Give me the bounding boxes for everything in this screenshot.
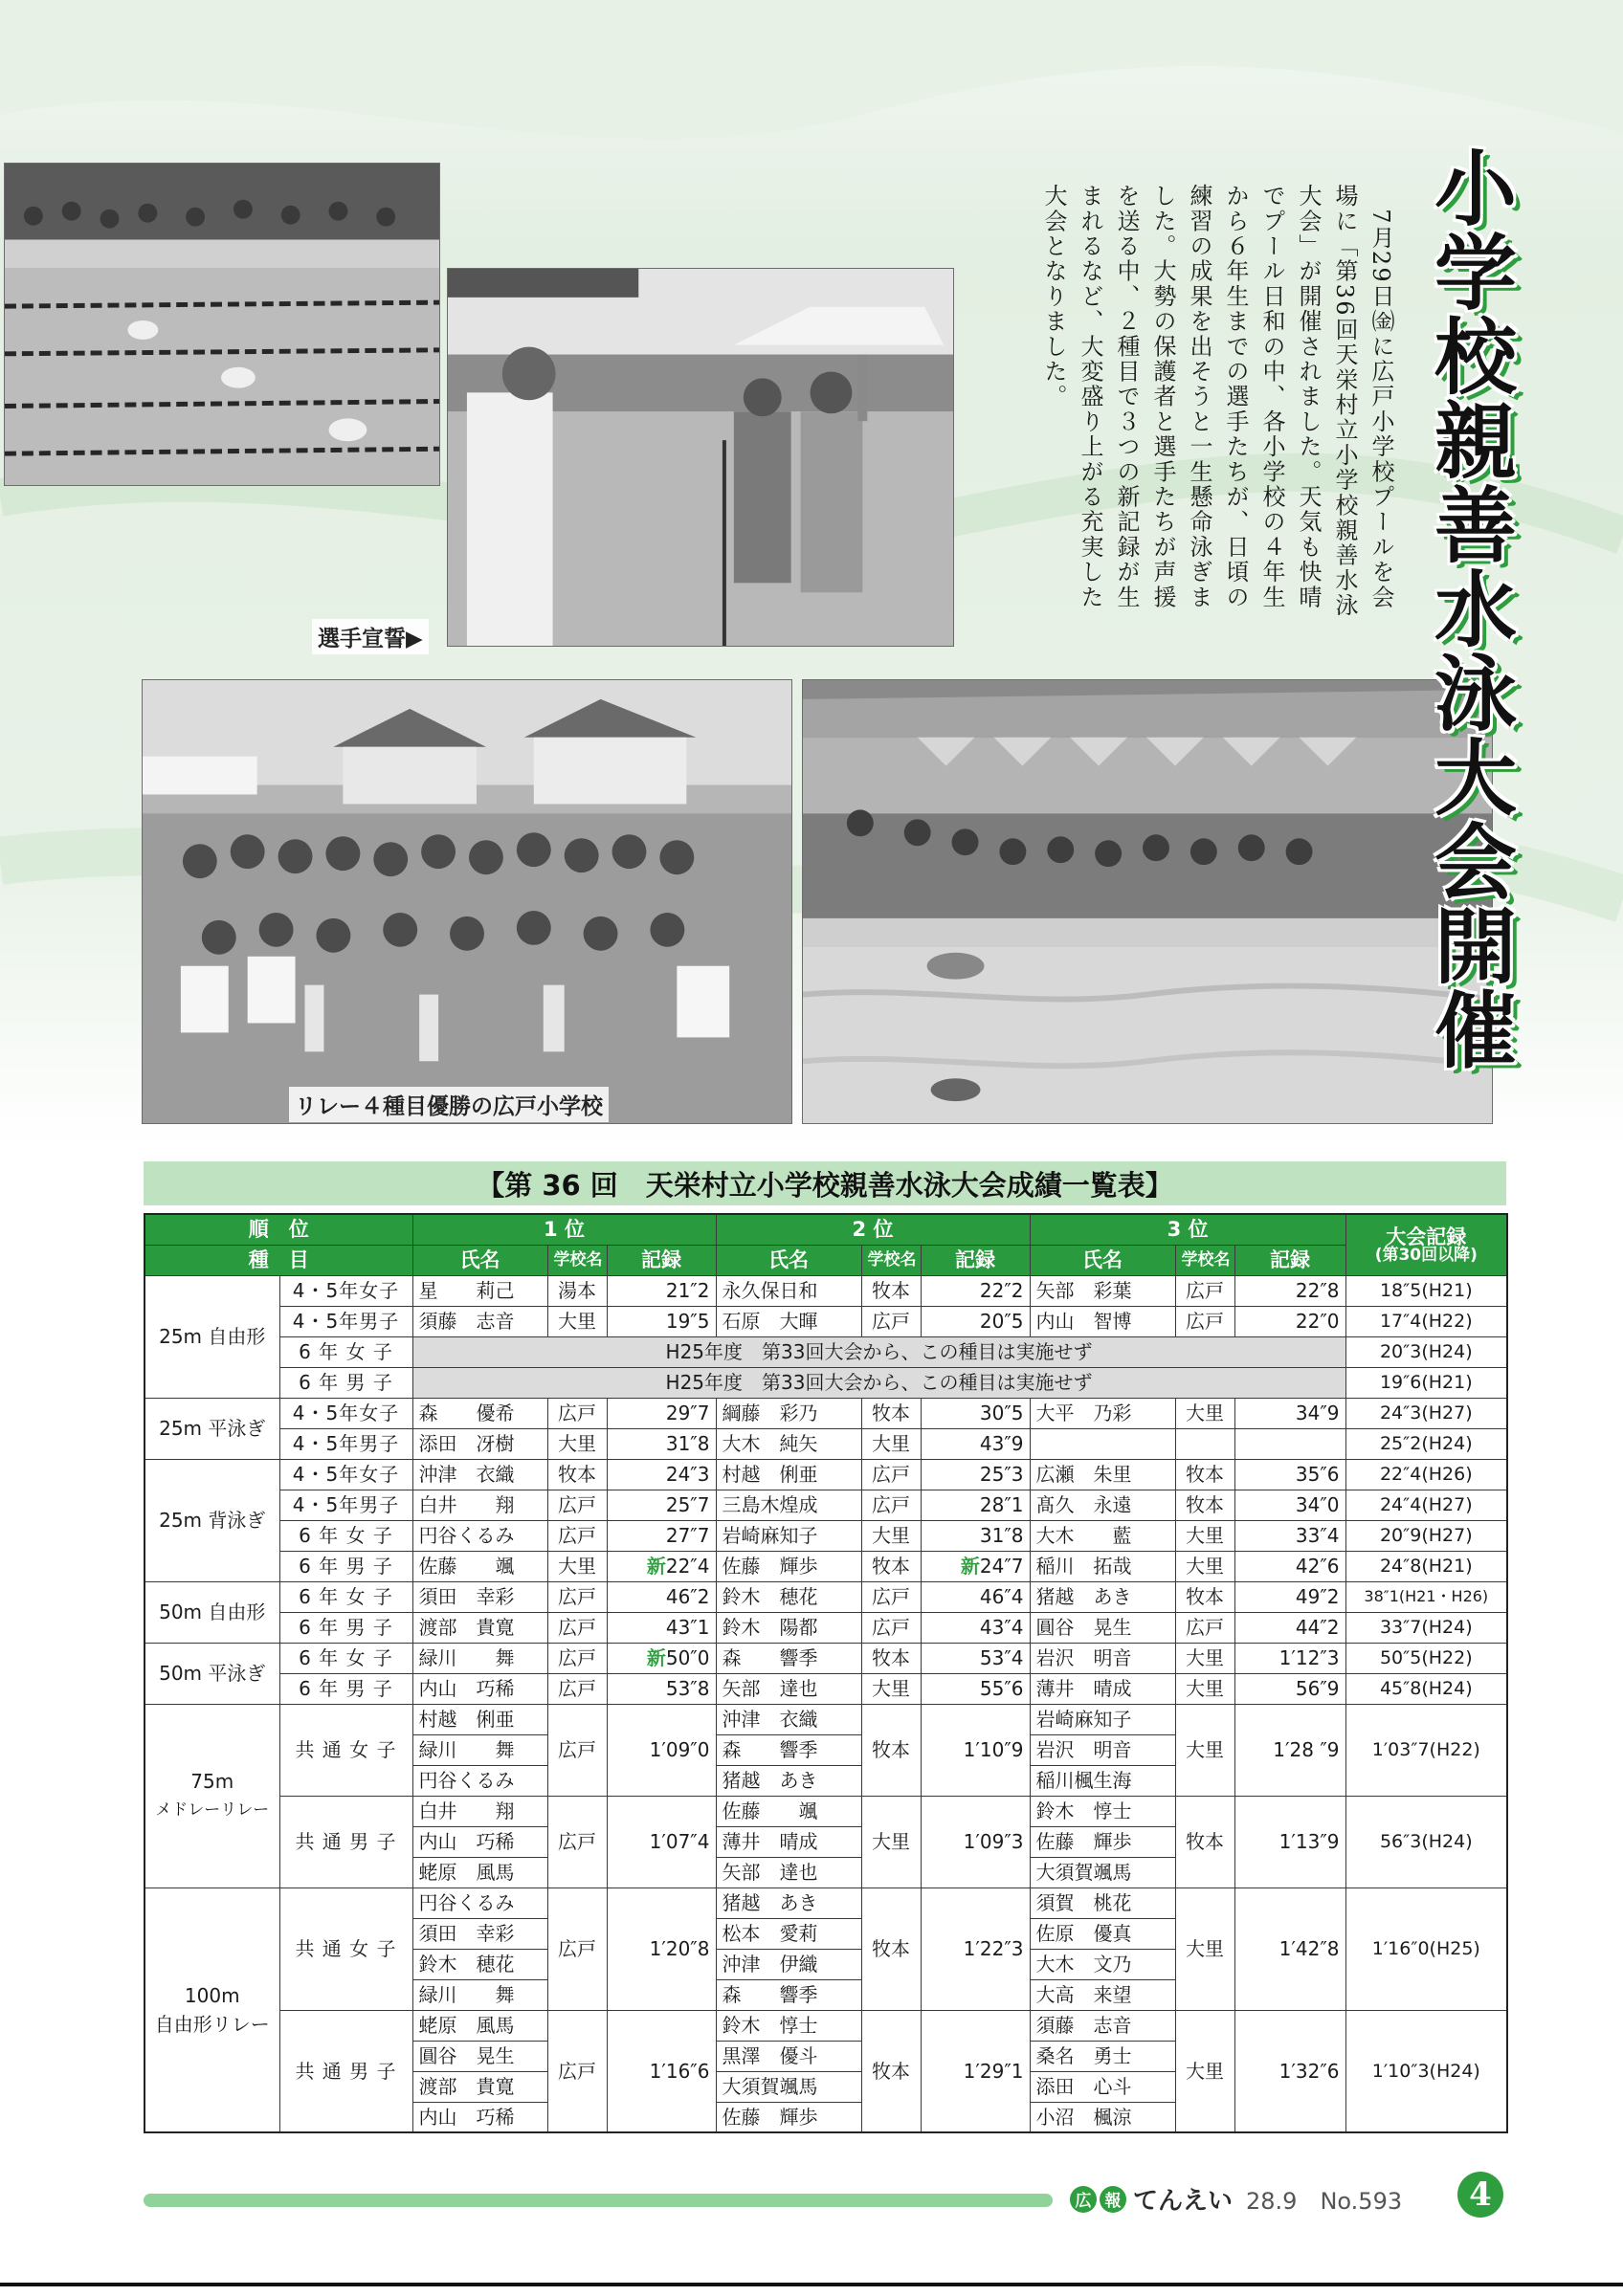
school-cell: 広戸 [1175,1306,1234,1336]
school-cell: 広戸 [861,1459,921,1490]
school-cell [1175,1428,1234,1459]
table-row [145,1796,1507,1826]
name-cell: 矢部 達也 [716,1857,861,1888]
name-cell: 鈴木 惇士 [1030,1796,1175,1826]
name-cell: 鈴木 惇士 [716,2010,861,2041]
school-cell: 広戸 [547,1888,607,2010]
header-row-fields [145,1245,1507,1275]
name-cell: 渡部 貴寛 [412,1612,547,1643]
table-row [145,1888,1507,1918]
school-cell: 広戸 [547,1673,607,1704]
time-cell: 1′13″9 [1234,1796,1345,1888]
time-cell: 46″2 [607,1581,716,1612]
time-cell: 43″9 [921,1428,1030,1459]
category-cell: 4・5年女子 [279,1398,412,1428]
school-cell: 広戸 [547,1581,607,1612]
header-rank: 順 位 [145,1214,412,1245]
school-cell: 牧本 [861,1643,921,1673]
name-cell: 大高 来望 [1030,1979,1175,2010]
time-cell [607,1643,716,1673]
time-cell: 1′20″8 [607,1888,716,2010]
name-cell: 緑川 舞 [412,1979,547,2010]
name-cell: 稲川楓生海 [1030,1765,1175,1796]
name-cell: 森 響季 [716,1979,861,2010]
record-cell: 33″7(H24) [1345,1612,1507,1643]
magazine-footer [1070,2181,1423,2217]
name-cell: 添田 冴樹 [412,1428,547,1459]
name-cell: 内山 巧稀 [412,1673,547,1704]
name-cell: 永久保日和 [716,1275,861,1306]
time-cell: 25″7 [607,1490,716,1520]
category-cell: 共 通 男 子 [279,1796,412,1888]
name-cell: 大木 藍 [1030,1520,1175,1551]
school-cell: 広戸 [861,1490,921,1520]
header-first: 1 位 [412,1214,716,1245]
category-cell: 4・5年男子 [279,1306,412,1336]
category-cell: 6 年 女 子 [279,1581,412,1612]
category-cell: 共 通 女 子 [279,1888,412,2010]
school-cell: 牧本 [1175,1459,1234,1490]
category-cell: 共 通 女 子 [279,1704,412,1796]
name-cell: 猪越 あき [716,1765,861,1796]
time-cell: 1′29″1 [921,2010,1030,2132]
school-cell: 広戸 [861,1581,921,1612]
name-cell: 蛯原 風馬 [412,1857,547,1888]
table-row [145,1673,1507,1704]
record-cell: 22″4(H26) [1345,1459,1507,1490]
school-cell: 牧本 [861,1704,921,1796]
name-cell: 佐藤 輝歩 [716,2102,861,2132]
time-cell: 1′10″9 [921,1704,1030,1796]
header-school: 学校名 [547,1245,607,1275]
school-cell: 広戸 [1175,1612,1234,1643]
footer-bar [144,2194,1053,2207]
time-cell: 22″2 [921,1275,1030,1306]
event-cell [145,1704,279,1888]
event-cell: 25m 自由形 [145,1275,279,1398]
time-cell [607,1551,716,1581]
name-cell: 薄井 晴成 [1030,1673,1175,1704]
magazine-logo-char-1: 広 [1070,2186,1097,2213]
time-cell: 22″8 [1234,1275,1345,1306]
table-row [145,2010,1507,2041]
name-cell: 沖津 衣織 [716,1704,861,1734]
record-cell: 45″8(H24) [1345,1673,1507,1704]
name-cell: 石原 大暉 [716,1306,861,1336]
time-cell: 19″5 [607,1306,716,1336]
photo-swimmers [4,163,440,486]
new-record-mark: 新 [646,1646,666,1669]
school-cell: 広戸 [547,1520,607,1551]
record-cell: 1′10″3(H24) [1345,2010,1507,2132]
caption-athlete-oath: 選手宣誓▶ [312,619,429,654]
name-cell: 岩沢 明音 [1030,1643,1175,1673]
name-cell: 佐藤 輝歩 [1030,1826,1175,1857]
record-cell: 25″2(H24) [1345,1428,1507,1459]
name-cell: 岩沢 明音 [1030,1734,1175,1765]
school-cell: 広戸 [547,1490,607,1520]
name-cell: 岩崎麻知子 [1030,1704,1175,1734]
school-cell: 広戸 [1175,1275,1234,1306]
time-cell: 53″8 [607,1673,716,1704]
event-cell [145,1888,279,2132]
time-cell: 25″3 [921,1459,1030,1490]
category-cell: 6 年 女 子 [279,1520,412,1551]
name-cell: 髙久 永遠 [1030,1490,1175,1520]
school-cell: 大里 [1175,1551,1234,1581]
school-cell: 牧本 [861,1275,921,1306]
caption-relay-winners: リレー４種目優勝の広戸小学校 [289,1087,609,1122]
name-cell: 円谷くるみ [412,1520,547,1551]
record-cell: 17″4(H22) [1345,1306,1507,1336]
name-cell: 沖津 伊織 [716,1949,861,1979]
time-cell: 29″7 [607,1398,716,1428]
time-cell: 46″4 [921,1581,1030,1612]
record-cell: 24″3(H27) [1345,1398,1507,1428]
name-cell: 三島木煌成 [716,1490,861,1520]
category-cell: 4・5年女子 [279,1275,412,1306]
school-cell: 大里 [861,1796,921,1888]
name-cell: 内山 巧稀 [412,1826,547,1857]
time-cell [1234,1428,1345,1459]
name-cell: 圓谷 晃生 [412,2041,547,2071]
record-cell: 20″3(H24) [1345,1336,1507,1367]
header-name: 氏名 [412,1245,547,1275]
header-time: 記録 [1234,1245,1345,1275]
record-cell: 19″6(H21) [1345,1367,1507,1398]
name-cell: 桑名 勇士 [1030,2041,1175,2071]
issue-number: 28.9 No.593 [1246,2188,1403,2215]
name-cell: 須田 幸彩 [412,1918,547,1949]
new-record-mark: 新 [646,1555,666,1578]
name-cell: 佐藤 輝歩 [716,1551,861,1581]
event-label-b: メドレーリレー [155,1800,270,1820]
record-cell: 20″9(H27) [1345,1520,1507,1551]
time-cell: 24″3 [607,1459,716,1490]
school-cell: 大里 [1175,1673,1234,1704]
header-school: 学校名 [861,1245,921,1275]
name-cell: 森 響季 [716,1734,861,1765]
record-cell: 50″5(H22) [1345,1643,1507,1673]
school-cell: 広戸 [547,1643,607,1673]
school-cell: 広戸 [547,1796,607,1888]
record-cell: 24″4(H27) [1345,1490,1507,1520]
name-cell: 大木 純矢 [716,1428,861,1459]
name-cell: 矢部 達也 [716,1673,861,1704]
record-cell: 18″5(H21) [1345,1275,1507,1306]
name-cell: 佐藤 颯 [716,1796,861,1826]
school-cell: 広戸 [547,1398,607,1428]
time-cell: 1′42″8 [1234,1888,1345,2010]
category-cell: 6 年 男 子 [279,1551,412,1581]
school-cell: 牧本 [861,2010,921,2132]
name-cell: 須田 幸彩 [412,1581,547,1612]
time-cell: 1′22″3 [921,1888,1030,2010]
header-meet-record-b: (第30回以降) [1374,1245,1478,1265]
time-value: 24″7 [979,1555,1024,1578]
table-row [145,1490,1507,1520]
table-row [145,1551,1507,1581]
time-cell: 35″6 [1234,1459,1345,1490]
category-cell: 4・5年男子 [279,1490,412,1520]
event-label-a: 100m [184,1983,240,2007]
magazine-logo-char-2: 報 [1100,2186,1126,2213]
name-cell: 鈴木 穂花 [716,1581,861,1612]
record-cell: 1′16″0(H25) [1345,1888,1507,2010]
time-cell: 44″2 [1234,1612,1345,1643]
name-cell: 鈴木 穂花 [412,1949,547,1979]
name-cell: 須賀 桃花 [1030,1888,1175,1918]
table-row [145,1398,1507,1428]
name-cell: 松本 愛莉 [716,1918,861,1949]
name-cell: 添田 心斗 [1030,2071,1175,2102]
time-cell: 31″8 [921,1520,1030,1551]
school-cell: 牧本 [1175,1796,1234,1888]
time-cell: 1′12″3 [1234,1643,1345,1673]
school-cell: 大里 [1175,1643,1234,1673]
school-cell: 大里 [1175,1520,1234,1551]
time-cell: 33″4 [1234,1520,1345,1551]
school-cell: 牧本 [1175,1490,1234,1520]
name-cell: 猪越 あき [1030,1581,1175,1612]
name-cell [1030,1428,1175,1459]
results-table [144,1213,1508,2133]
name-cell: 須藤 志音 [1030,2010,1175,2041]
event-label-b: 自由形リレー [154,2012,270,2036]
time-cell: 53″4 [921,1643,1030,1673]
name-cell: 猪越 あき [716,1888,861,1918]
table-row [145,1704,1507,1734]
header-time: 記録 [607,1245,716,1275]
name-cell: 円谷くるみ [412,1765,547,1796]
name-cell: 円谷くるみ [412,1888,547,1918]
header-name: 氏名 [1030,1245,1175,1275]
time-value: 22″4 [665,1555,710,1578]
school-cell: 湯本 [547,1275,607,1306]
time-cell: 1′09″3 [921,1796,1030,1888]
name-cell: 緑川 舞 [412,1734,547,1765]
results-table-title: 【第 36 回 天栄村立小学校親善水泳大会成績一覧表】 [144,1161,1506,1205]
time-cell: 30″5 [921,1398,1030,1428]
table-row [145,1275,1507,1306]
time-cell: 21″2 [607,1275,716,1306]
school-cell: 広戸 [547,2010,607,2132]
table-row [145,1428,1507,1459]
article-title: 小学校親善水泳大会開催 [1420,145,1516,1071]
header-time: 記録 [921,1245,1030,1275]
record-cell: 24″8(H21) [1345,1551,1507,1581]
name-cell: 広瀬 朱里 [1030,1459,1175,1490]
table-row [145,1612,1507,1643]
time-cell: 1′16″6 [607,2010,716,2132]
time-cell: 28″1 [921,1490,1030,1520]
time-cell: 56″9 [1234,1673,1345,1704]
school-cell: 牧本 [861,1888,921,2010]
time-cell: 49″2 [1234,1581,1345,1612]
school-cell: 牧本 [861,1551,921,1581]
event-cell: 25m 背泳ぎ [145,1459,279,1581]
header-row-rank [145,1214,1507,1245]
school-cell: 広戸 [547,1704,607,1796]
category-cell: 6 年 女 子 [279,1336,412,1367]
event-cell: 50m 平泳ぎ [145,1643,279,1704]
event-label-a: 75m [190,1770,234,1793]
time-cell: 1′07″4 [607,1796,716,1888]
time-cell: 43″4 [921,1612,1030,1643]
school-cell: 大里 [1175,1704,1234,1796]
name-cell: 白井 翔 [412,1796,547,1826]
table-row [145,1643,1507,1673]
category-cell: 共 通 男 子 [279,2010,412,2132]
event-cell: 50m 自由形 [145,1581,279,1643]
name-cell: 大平 乃彩 [1030,1398,1175,1428]
magazine-name: てんえい [1133,2187,1234,2216]
not-held-cell: H25年度 第33回大会から、この種目は実施せず [412,1336,1345,1367]
name-cell: 小沼 楓涼 [1030,2102,1175,2132]
header-meet-record [1345,1214,1507,1275]
name-cell: 白井 翔 [412,1490,547,1520]
name-cell: 内山 巧稀 [412,2102,547,2132]
category-cell: 6 年 女 子 [279,1643,412,1673]
school-cell: 牧本 [547,1459,607,1490]
time-cell: 34″9 [1234,1398,1345,1428]
record-cell: 56″3(H24) [1345,1796,1507,1888]
header-third: 3 位 [1030,1214,1345,1245]
table-row [145,1581,1507,1612]
page-number: 4 [1457,2172,1503,2218]
time-cell: 43″1 [607,1612,716,1643]
header-second: 2 位 [716,1214,1030,1245]
school-cell: 大里 [547,1428,607,1459]
event-cell: 25m 平泳ぎ [145,1398,279,1459]
time-cell: 1′09″0 [607,1704,716,1796]
name-cell: 鈴木 陽都 [716,1612,861,1643]
time-cell: 31″8 [607,1428,716,1459]
school-cell: 大里 [1175,1888,1234,2010]
time-cell [921,1551,1030,1581]
table-row [145,1336,1507,1367]
school-cell: 大里 [861,1673,921,1704]
category-cell: 6 年 男 子 [279,1673,412,1704]
name-cell: 森 響季 [716,1643,861,1673]
school-cell: 大里 [547,1306,607,1336]
time-cell: 34″0 [1234,1490,1345,1520]
school-cell: 大里 [861,1428,921,1459]
time-cell: 55″6 [921,1673,1030,1704]
school-cell: 大里 [547,1551,607,1581]
name-cell: 村越 俐亜 [716,1459,861,1490]
table-row [145,1367,1507,1398]
category-cell: 4・5年男子 [279,1428,412,1459]
time-value: 50″0 [665,1646,710,1669]
name-cell: 森 優希 [412,1398,547,1428]
photo-athlete-oath [447,268,954,647]
time-cell: 22″0 [1234,1306,1345,1336]
school-cell: 大里 [1175,2010,1234,2132]
name-cell: 大木 文乃 [1030,1949,1175,1979]
not-held-cell: H25年度 第33回大会から、この種目は実施せず [412,1367,1345,1398]
photo-relay-winners [142,679,792,1124]
name-cell: 大須賀颯馬 [716,2071,861,2102]
header-school: 学校名 [1175,1245,1234,1275]
time-cell: 42″6 [1234,1551,1345,1581]
school-cell: 牧本 [861,1398,921,1428]
name-cell: 星 莉己 [412,1275,547,1306]
school-cell: 牧本 [1175,1581,1234,1612]
name-cell: 矢部 彩葉 [1030,1275,1175,1306]
school-cell: 大里 [861,1520,921,1551]
name-cell: 圓谷 晃生 [1030,1612,1175,1643]
new-record-mark: 新 [960,1555,980,1578]
time-cell: 20″5 [921,1306,1030,1336]
photo-spectators-pool [802,679,1493,1124]
article-body: 7月29日㈮に広戸小学校プールを会 場に「第36回天栄村立小学校親善水泳 大会」が開催されました。天気も快晴 でプール日和の中、各小学校の４年生 から６年生までの選手たちが、日頃の 練習の成果を出そうと一生懸命泳ぎま した。大勢の保護者と選手たちが声援 を送る中、２種目で３つの新記録が生 まれるなど、大変盛り上がる充実した 大会となりました。 [1040,184,1394,619]
name-cell: 岩崎麻知子 [716,1520,861,1551]
school-cell: 広戸 [861,1612,921,1643]
time-cell: 1′32″6 [1234,2010,1345,2132]
time-cell: 1′28 ″9 [1234,1704,1345,1796]
name-cell: 大須賀颯馬 [1030,1857,1175,1888]
bottom-rule [0,2283,1623,2286]
name-cell: 佐藤 颯 [412,1551,547,1581]
category-cell: 6 年 男 子 [279,1612,412,1643]
name-cell: 佐原 優真 [1030,1918,1175,1949]
header-meet-record-a: 大会記録 [1386,1225,1467,1248]
school-cell: 大里 [1175,1398,1234,1428]
header-name: 氏名 [716,1245,861,1275]
name-cell: 村越 俐亜 [412,1704,547,1734]
time-cell: 27″7 [607,1520,716,1551]
name-cell: 須藤 志音 [412,1306,547,1336]
table-row [145,1306,1507,1336]
name-cell: 黒澤 優斗 [716,2041,861,2071]
record-cell: 1′03″7(H22) [1345,1704,1507,1796]
name-cell: 渡部 貴寛 [412,2071,547,2102]
name-cell: 蛯原 風馬 [412,2010,547,2041]
name-cell: 緑川 舞 [412,1643,547,1673]
name-cell: 沖津 衣織 [412,1459,547,1490]
header-event: 種 目 [145,1245,412,1275]
name-cell: 稲川 拓哉 [1030,1551,1175,1581]
name-cell: 綱藤 彩乃 [716,1398,861,1428]
school-cell: 広戸 [861,1306,921,1336]
name-cell: 薄井 晴成 [716,1826,861,1857]
table-row [145,1520,1507,1551]
name-cell: 内山 智博 [1030,1306,1175,1336]
table-row [145,1459,1507,1490]
record-cell: 38″1(H21・H26) [1345,1581,1507,1612]
category-cell: 6 年 男 子 [279,1367,412,1398]
category-cell: 4・5年女子 [279,1459,412,1490]
school-cell: 広戸 [547,1612,607,1643]
